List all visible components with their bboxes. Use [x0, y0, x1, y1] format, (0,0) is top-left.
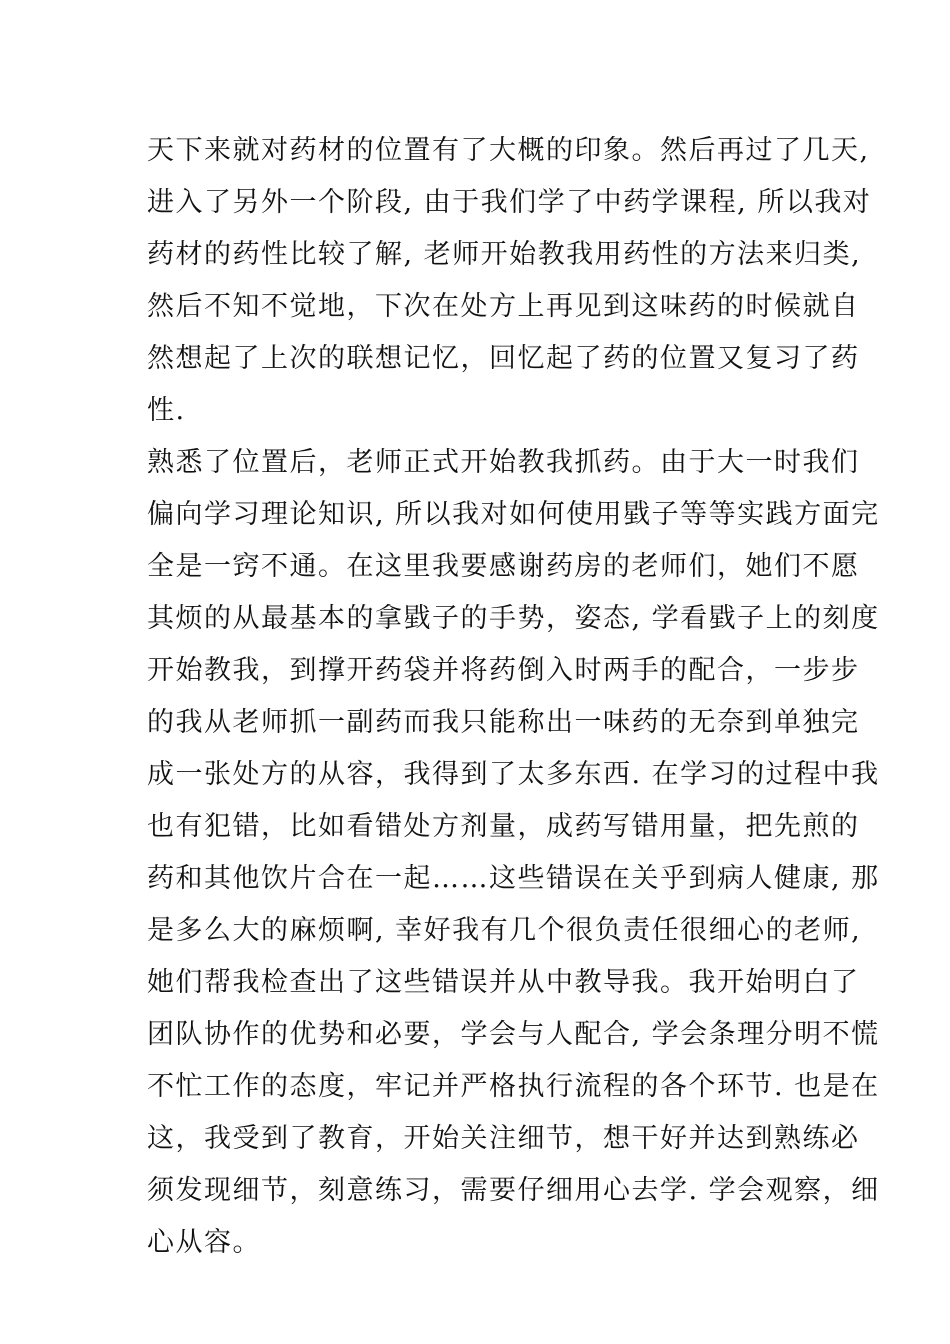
text-line: 全是一窍不通。在这里我要感谢药房的老师们，她们不愿: [147, 551, 860, 582]
text-line: 开始教我，到撑开药袋并将药倒入时两手的配合，一步步: [147, 655, 860, 686]
text-line: 天下来就对药材的位置有了大概的印象。然后再过了几天,: [147, 135, 870, 166]
text-line: 其烦的从最基本的拿戥子的手势，姿态, 学看戥子上的刻度: [147, 603, 880, 634]
text-line: 须发现细节，刻意练习，需要仔细用心去学. 学会观察，细: [147, 1175, 880, 1206]
text-line: 然后不知不觉地，下次在处方上再见到这味药的时候就自: [147, 291, 860, 322]
text-line: 性.: [147, 395, 186, 426]
text-line: 心从容。: [147, 1227, 261, 1258]
body-text: [147, 125, 880, 1269]
text-line: 药和其他饮片合在一起……这些错误在关乎到病人健康, 那: [147, 863, 880, 894]
text-line: 偏向学习理论知识, 所以我对如何使用戥子等等实践方面完: [147, 499, 880, 530]
text-line: 也有犯错，比如看错处方剂量，成药写错用量，把先煎的: [147, 811, 860, 842]
text-line: 不忙工作的态度，牢记并严格执行流程的各个环节. 也是在: [147, 1071, 880, 1102]
text-line: 熟悉了位置后，老师正式开始教我抓药。由于大一时我们: [147, 447, 860, 478]
text-line: 然想起了上次的联想记忆，回忆起了药的位置又复习了药: [147, 343, 860, 374]
text-line: 团队协作的优势和必要，学会与人配合, 学会条理分明不慌: [147, 1019, 880, 1050]
text-line: 进入了另外一个阶段, 由于我们学了中药学课程, 所以我对: [147, 187, 872, 218]
text-line: 她们帮我检查出了这些错误并从中教导我。我开始明白了: [147, 967, 860, 998]
text-line: 的我从老师抓一副药而我只能称出一味药的无奈到单独完: [147, 707, 860, 738]
text-line: 成一张处方的从容，我得到了太多东西. 在学习的过程中我: [147, 759, 880, 790]
text-line: 是多么大的麻烦啊, 幸好我有几个很负责任很细心的老师,: [147, 915, 862, 946]
text-line: 这，我受到了教育，开始关注细节，想干好并达到熟练必: [147, 1123, 860, 1154]
text-line: 药材的药性比较了解, 老师开始教我用药性的方法来归类,: [147, 239, 862, 270]
